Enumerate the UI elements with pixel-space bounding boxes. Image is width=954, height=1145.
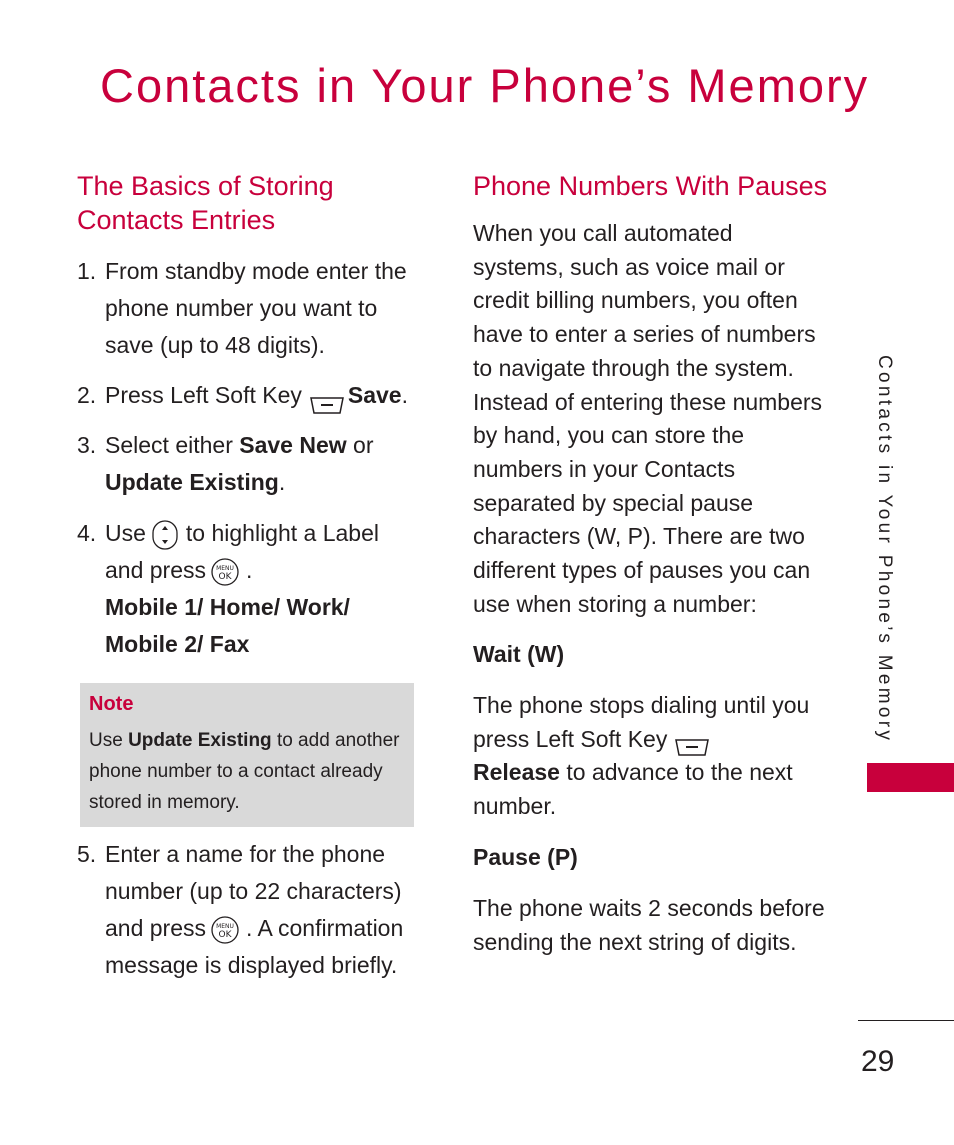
save-label: Save <box>347 382 402 408</box>
wait-paragraph: The phone stops dialing until you press Left Soft Key Release to advance to the next number. <box>473 692 810 820</box>
svg-text:MENU: MENU <box>216 564 234 572</box>
step-1 <box>77 253 422 364</box>
side-tab-text: Contacts in Your Phone’s Memory <box>874 355 895 744</box>
step-3 <box>77 427 422 501</box>
step-text: Enter a name for the phone number (up to 22 characters) and press MENU OK . A confirmation message is displayed briefly. <box>105 841 404 978</box>
footer-rule <box>858 1020 954 1021</box>
step-number: 4. <box>77 520 97 546</box>
step-text: Press Left Soft Key Save. <box>77 377 422 414</box>
left-soft-key-icon <box>675 732 709 750</box>
left-section-heading: The Basics of Storing Contacts Entries <box>77 171 334 235</box>
step-5 <box>77 836 422 984</box>
update-existing-label: Update Existing <box>105 469 279 495</box>
right-section-heading: Phone Numbers With Pauses <box>473 171 828 201</box>
step-text: Select either Save New or Update Existing. <box>105 432 374 495</box>
step-number: 2. <box>77 382 97 408</box>
label-options: Mobile 1/ Home/ Work/ Mobile 2/ Fax <box>105 594 350 657</box>
step-text: Use to highlight a Label and press MENU OK . Mobile 1/ Home/ Work/ Mobile 2/ Fax <box>105 520 380 657</box>
navigation-key-icon <box>150 520 180 550</box>
pause-paragraph: The phone waits 2 seconds before sending the next string of digits. <box>473 895 825 955</box>
note-label: Note <box>89 693 134 715</box>
note-box <box>80 683 414 827</box>
save-new-label: Save New <box>239 432 347 458</box>
step-2 <box>77 377 422 414</box>
wait-heading: Wait (W) <box>473 641 565 667</box>
step-number: 1. <box>77 258 97 284</box>
left-soft-key-icon <box>310 388 344 406</box>
svg-text:OK: OK <box>218 929 232 940</box>
intro-paragraph: When you call automated systems, such as voice mail or credit billing numbers, you often have to enter a series of numbers to navigate through the system. Instead of entering these numbers by hand, you can store the numbers in your Contacts separated by special pause characters (W, P). There are two different types of pauses you can use when storing a number: <box>473 220 823 617</box>
note-text: Use Update Existing to add another phone number to a contact already stored in memory. <box>89 730 400 813</box>
menu-ok-key-icon <box>210 915 240 945</box>
svg-text:OK: OK <box>218 571 232 582</box>
pause-heading: Pause (P) <box>473 844 578 870</box>
release-label: Release <box>473 759 560 786</box>
menu-ok-key-icon <box>210 557 240 587</box>
step-4 <box>77 515 422 663</box>
page-title: Contacts in Your Phone’s Memory <box>100 59 870 112</box>
side-tab-marker <box>867 763 954 792</box>
step-number: 5. <box>77 841 97 867</box>
step-text: From standby mode enter the phone number you want to save (up to 48 digits). <box>105 258 407 358</box>
svg-text:MENU: MENU <box>216 922 234 930</box>
step-number: 3. <box>77 432 97 458</box>
page-number: 29 <box>861 1045 895 1078</box>
